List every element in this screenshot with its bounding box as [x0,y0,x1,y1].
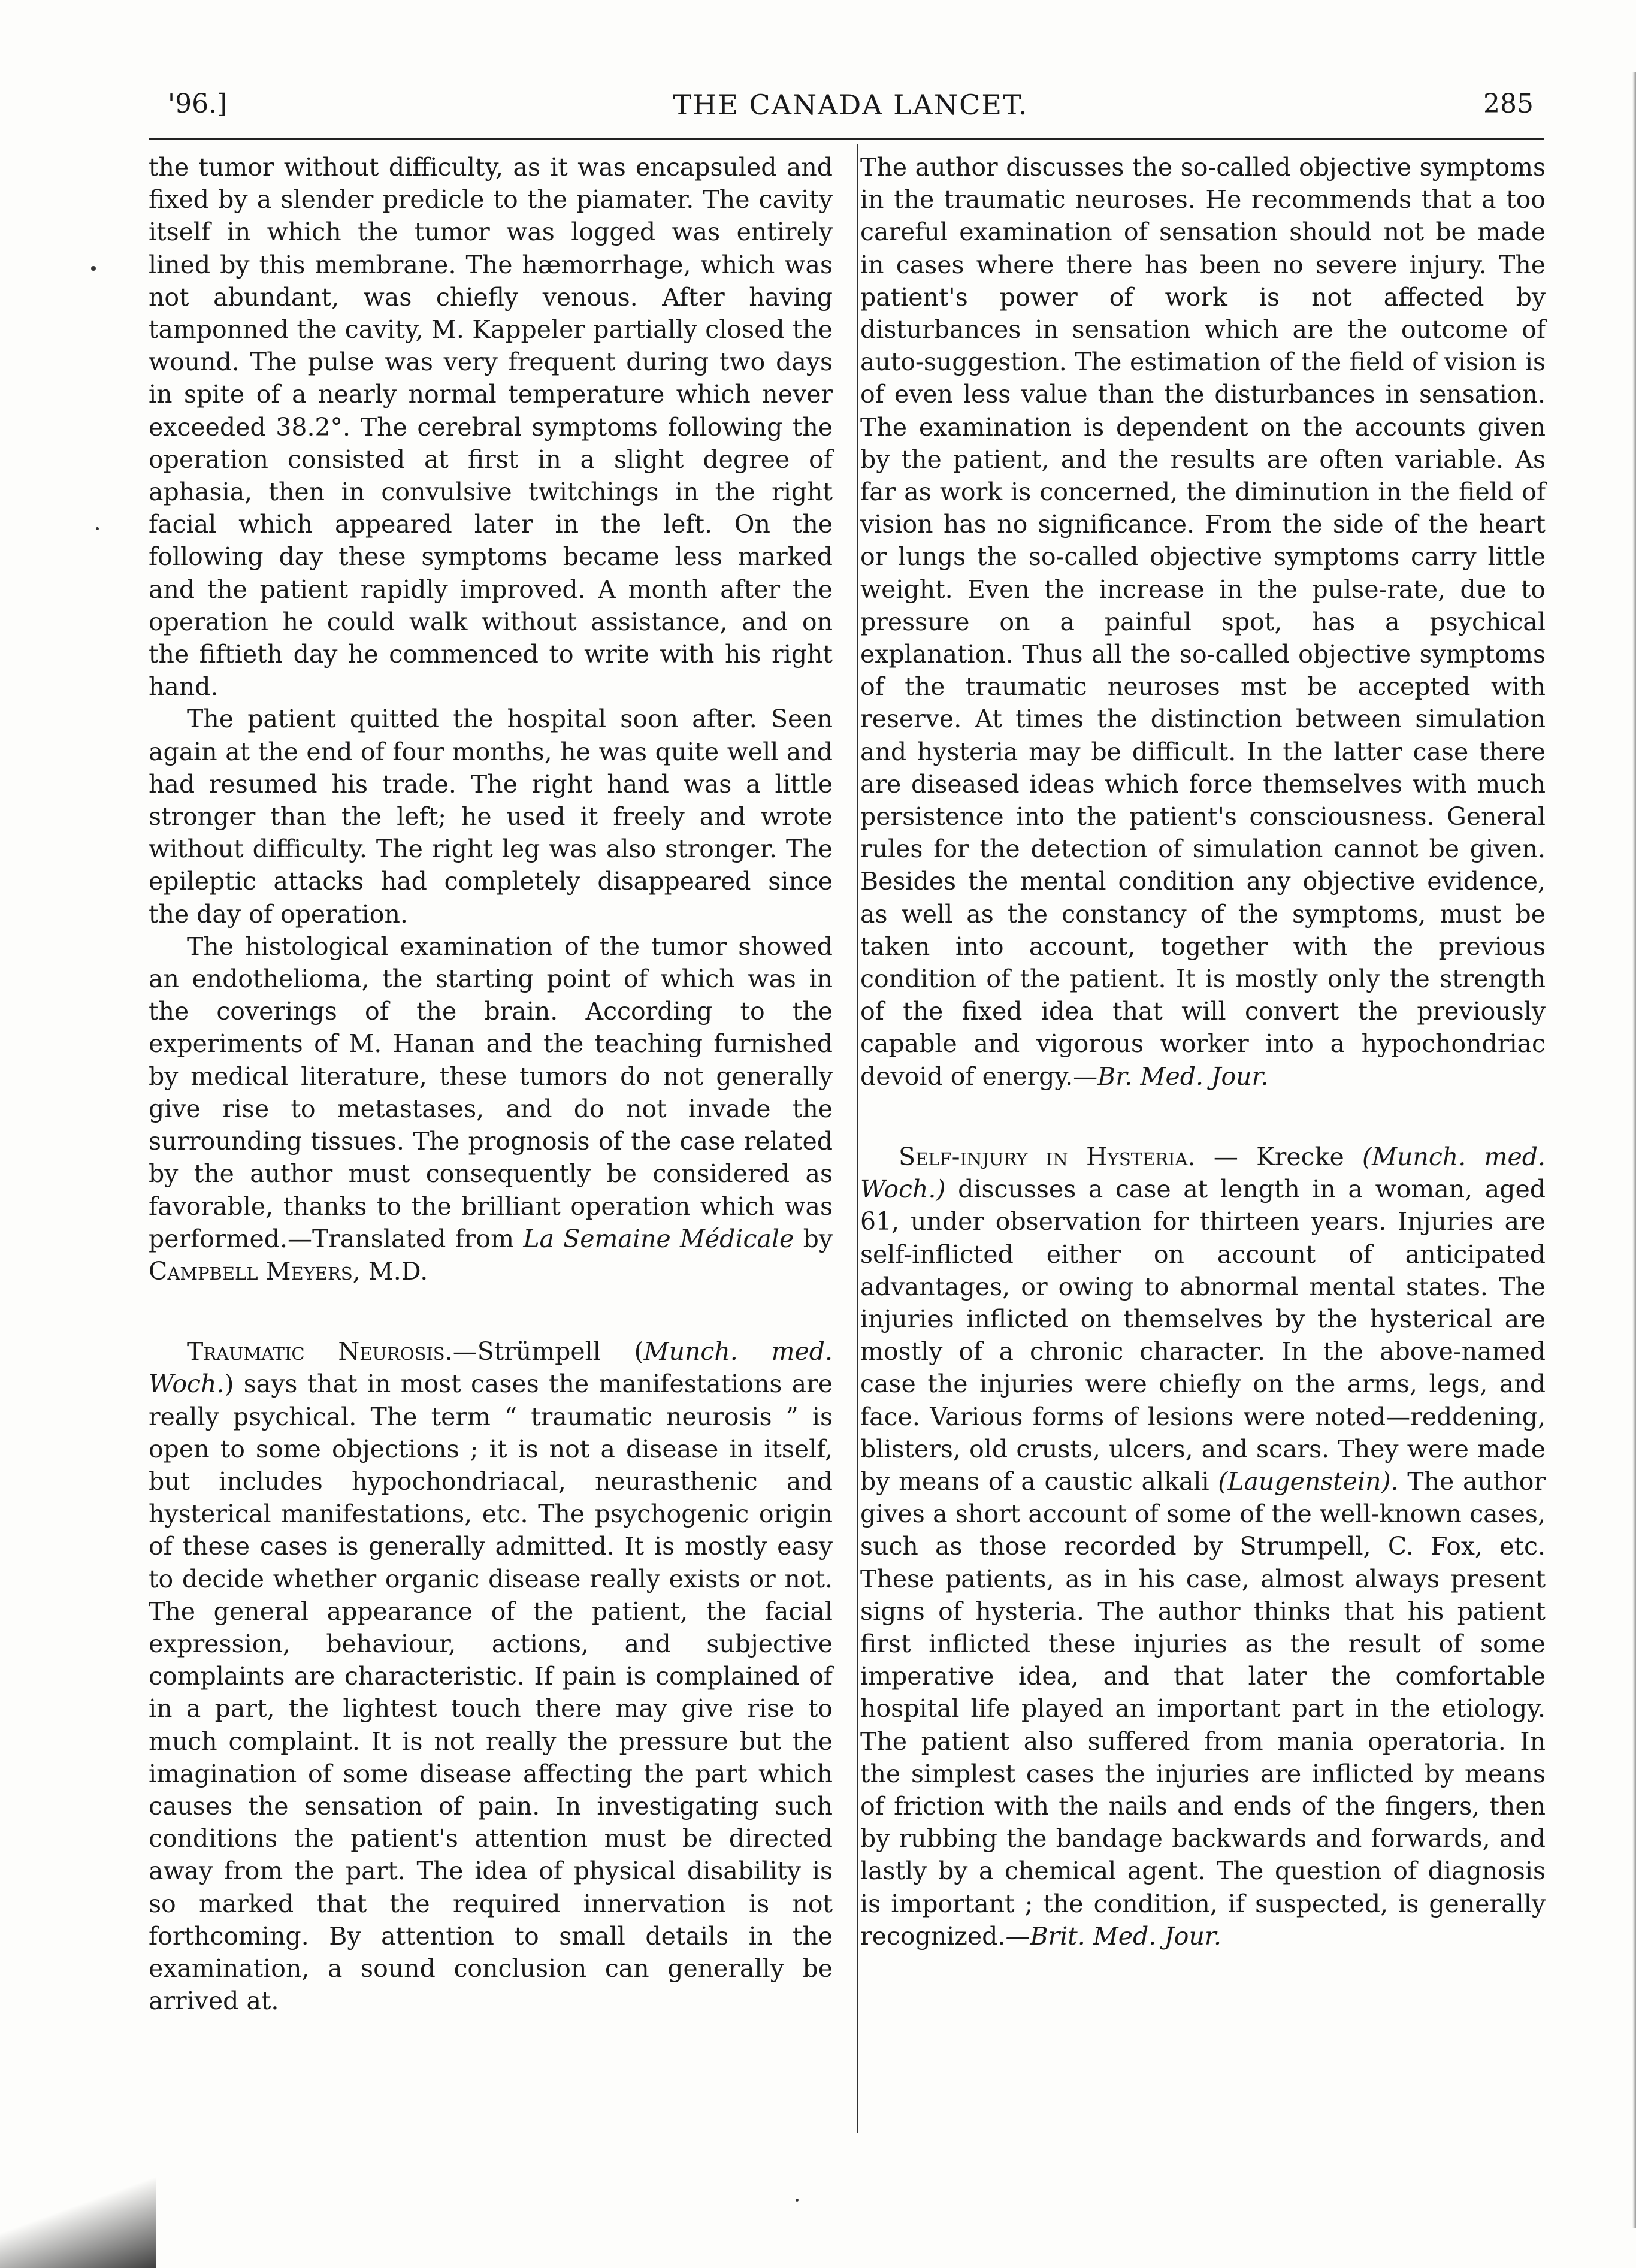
tumor-case-continuation: the tumor without difficulty, as it was encapsuled and fixed by a slender predicle to the piamater. The cavity itself in which the tumor was logged was entirely lined by this membrane. The hæmorrhage, which was not abundant, was chiefly venous. After having tamponned the cavity, M. Kappeler partially closed the wound. The pulse was very frequent during two days in spite of a nearly normal temperature which never exceeded 38.2°. The cerebral symptoms following the operation consisted at first in a slight degree of aphasia, then in convulsive twitchings in the right facial which appeared later in the left. On the following day these symptoms became less marked and the patient rapidly improved. A month after the operation he could walk without assistance, and on the fiftieth day he commenced to write with his right hand. [149,153,833,701]
laugenstein-term: (Laugenstein). [1218,1466,1399,1496]
source-brit-med-jour: —Brit. Med. Jour. [1005,1921,1222,1951]
translator-name: Campbell Meyers, M.D. [149,1256,428,1286]
histology-paragraph [149,930,833,1287]
traumatic-neurosis-article [149,1335,833,2017]
column-divider [857,144,858,2133]
self-injury-author: — Krecke [1195,1142,1363,1171]
self-injury-article [860,1141,1546,1952]
self-injury-heading: Self-injury in Hysteria. [899,1142,1196,1171]
traumatic-journal: Munch. med. Woch. [149,1337,833,1399]
patient-followup-paragraph: The patient quitted the hospital soon after. Seen again at the end of four months, he was quite well and had resumed his trade. The right hand was a little stronger than the left; he used it freely and wrote without difficulty. The right leg was also stronger. The epileptic attacks had completely disappeared since the day of operation. [149,704,833,929]
scan-corner-shadow [0,2172,156,2268]
left-column [149,151,833,2017]
objective-symptoms-text: The author discusses the so-called objective symptoms in the traumatic neuroses. He recommends that a too careful examination of sensation should not be made in cases where there has been no severe injury. The patient's power of work is not affected by disturbances in sensation which are the outcome of auto-suggestion. The estimation of the field of vision is of even less value than the disturbances in sensation. The examination is dependent on the accounts given by the patient, and the results are often variable. As far as work is concerned, the diminution in the field of vision has no significance. From the side of the heart or lungs the so-called objective symptoms carry little weight. Even the increase in the pulse-rate, due to pressure on a painful spot, has a psychical explanation. Thus all the so-called objective symptoms of the traumatic neuroses mst be accepted with reserve. At times the distinction between simulation and hysteria may be difficult. In the latter case there are diseased ideas which force themselves with much persistence into the patient's consciousness. General rules for the detection of simulation cannot be given. Besides the mental condition any objective evidence, as well as the constancy of the symptoms, must be taken into account, together with the previous condition of the patient. It is mostly only the strength of the fixed idea that will convert the previously capable and vigorous worker into a hypochondriac devoid of energy.— [860,153,1546,1091]
journal-title: THE CANADA LANCET. [673,89,1029,121]
histology-text: The histological examination of the tumor showed an endothelioma, the starting point of which was in the coverings of the brain. According to the experiments of M. Hanan and the teaching furnished by medical literature, these tumors do not generally give rise to metastases, and do not invade the surrounding tissues. The prognosis of the case related by the author must consequently be considered as favorable, thanks to the brilliant operation which was performed.—Translated from [149,932,833,1253]
header-year: '96.] [168,89,228,119]
scan-right-edge [1632,72,1636,2228]
source-br-med-jour: Br. Med. Jour. [1097,1062,1269,1091]
traumatic-neurosis-heading: Traumatic Neurosis. [187,1337,453,1366]
running-header [168,89,1534,131]
self-injury-journal: (Munch. med. Woch.) [860,1142,1546,1204]
traumatic-author: —Strümpell ( [452,1337,644,1366]
source-la-semaine: La Semaine Médicale [523,1224,794,1253]
self-injury-body-2: The author gives a short account of some of the well-known cases, such as those recorded by Strumpell, C. Fox, etc. These patients, as in his case, almost always present signs of hysteria. The author thinks that his patient first inflicted these injuries as the result of some imperative idea, and that later the comfortable hospital life played an important part in the etiology. The patient also suffered from mania operatoria. In the simplest cases the injuries are inflicted by means of friction with the nails and ends of the fingers, then by rubbing the bandage backwards and forwards, and lastly by a chemical agent. The question of diagnosis is important ; the condition, if suspected, is generally recognized. [860,1466,1546,1951]
objective-symptoms-paragraph [860,151,1546,1093]
traumatic-body: ) says that in most cases the manifestations are really psychical. The term “ traumatic neurosis ” is open to some objections ; it is not a disease in itself, but includes hypochondriacal, neurasthenic and hysterical manifestations, etc. The psychogenic origin of these cases is generally admitted. It is mostly easy to decide whether organic disease really exists or not. The general appearance of the patient, the facial expression, behaviour, actions, and subjective complaints are characteristic. If pain is complained of in a part, the lightest touch there may give rise to much complaint. It is not really the pressure but the imagination of some disease affecting the part which causes the sensation of pain. In investigating such conditions the patient's attention must be directed away from the part. The idea of physical disability is so marked that the required innervation is not forthcoming. By attention to small details in the examination, a sound conclusion can generally be arrived at. [149,1369,833,2016]
right-column [860,151,1546,1952]
by-word: by [794,1224,833,1253]
self-injury-body-1: discusses a case at length in a woman, aged 61, under observation for thirteen years. Injuries are self-inflicted either on account of anticipated advantages, or owing to abnormal mental states. The injuries inflicted on themselves by the hysterical are mostly of a chronic character. In the above-named case the injuries were chiefly on the arms, legs, and face. Various forms of lesions were noted—reddening, blisters, old crusts, ulcers, and scars. They were made by means of a caustic alkali [860,1175,1546,1496]
header-rule [149,138,1544,140]
page-number: 285 [1483,89,1534,119]
